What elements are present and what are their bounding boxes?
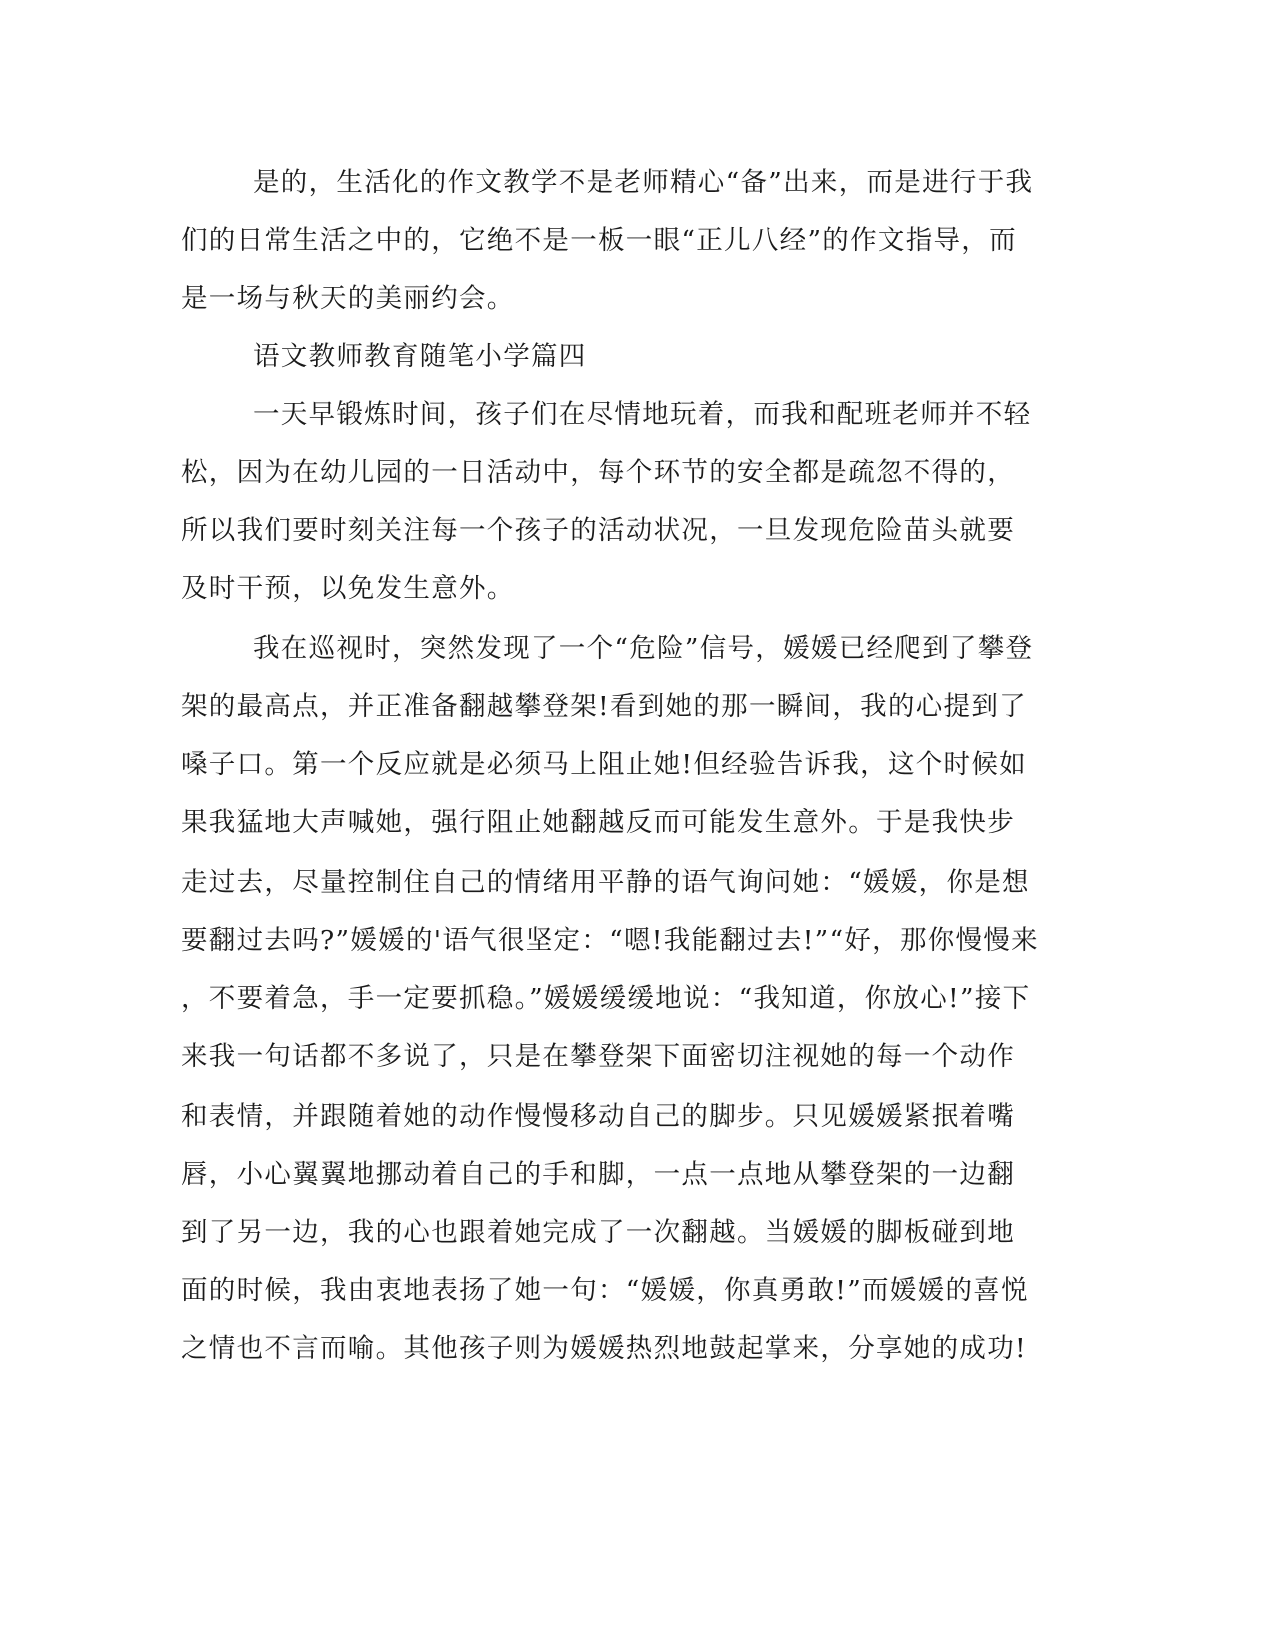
paragraph-line: 们的日常生活之中的，它绝不是一板一眼“正儿八经”的作文指导，而 bbox=[181, 225, 1017, 256]
paragraph-line: 和表情，并跟随着她的动作慢慢移动自己的脚步。只见媛媛紧抿着嘴 bbox=[181, 1101, 1015, 1132]
paragraph-line: 是的，生活化的作文教学不是老师精心“备”出来，而是进行于我 bbox=[253, 167, 1034, 198]
paragraph-line: 架的最高点，并正准备翻越攀登架!看到她的那一瞬间，我的心提到了 bbox=[181, 691, 1027, 722]
paragraph-line: 是一场与秋天的美丽约会。 bbox=[181, 283, 515, 314]
paragraph-line: 松，因为在幼儿园的一日活动中，每个环节的安全都是疏忽不得的， bbox=[181, 457, 1015, 488]
paragraph-line: 及时干预，以免发生意外。 bbox=[181, 573, 515, 604]
section-heading: 语文教师教育随笔小学篇四 bbox=[253, 341, 587, 372]
paragraph-line: 要翻过去吗?”媛媛的'语气很坚定：“嗯!我能翻过去!”“好，那你慢慢来 bbox=[181, 925, 1039, 956]
paragraph-line: 之情也不言而喻。其他孩子则为媛媛热烈地鼓起掌来，分享她的成功! bbox=[181, 1333, 1027, 1364]
paragraph-line: 面的时候，我由衷地表扬了她一句：“媛媛，你真勇敢!”而媛媛的喜悦 bbox=[181, 1275, 1029, 1306]
paragraph-line: 所以我们要时刻关注每一个孩子的活动状况，一旦发现危险苗头就要 bbox=[181, 515, 1015, 546]
paragraph-line: 来我一句话都不多说了，只是在攀登架下面密切注视她的每一个动作 bbox=[181, 1041, 1015, 1072]
paragraph-line: 嗓子口。第一个反应就是必须马上阻止她!但经验告诉我，这个时候如 bbox=[181, 749, 1027, 780]
paragraph-line: 到了另一边，我的心也跟着她完成了一次翻越。当媛媛的脚板碰到地 bbox=[181, 1217, 1015, 1248]
paragraph-line: ，不要着急，手一定要抓稳。”媛媛缓缓地说：“我知道，你放心!”接下 bbox=[181, 983, 1031, 1014]
paragraph-line: 走过去，尽量控制住自己的情绪用平静的语气询问她：“媛媛，你是想 bbox=[181, 867, 1030, 898]
paragraph-line: 我在巡视时，突然发现了一个“危险”信号，媛媛已经爬到了攀登 bbox=[253, 633, 1034, 664]
paragraph-line: 唇，小心翼翼地挪动着自己的手和脚，一点一点地从攀登架的一边翻 bbox=[181, 1159, 1015, 1190]
paragraph-line: 一天早锻炼时间，孩子们在尽情地玩着，而我和配班老师并不轻 bbox=[253, 399, 1032, 430]
paragraph-line: 果我猛地大声喊她，强行阻止她翻越反而可能发生意外。于是我快步 bbox=[181, 807, 1015, 838]
